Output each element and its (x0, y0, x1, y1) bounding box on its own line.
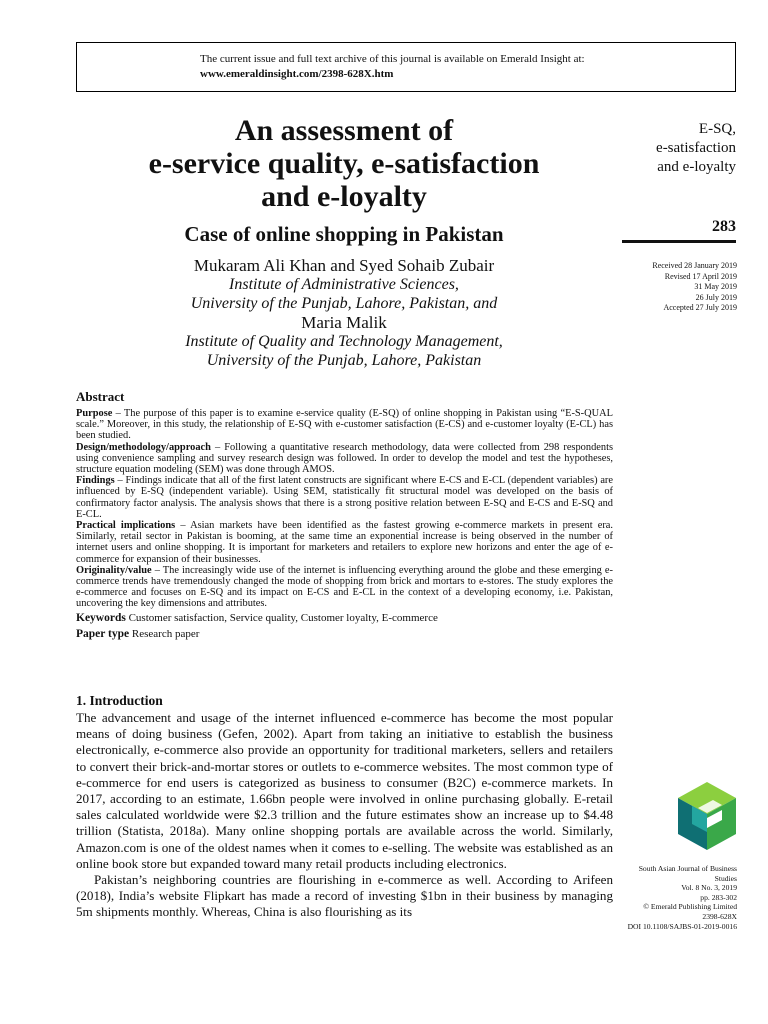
journal-name-line-2: Studies (714, 873, 737, 883)
affiliation-1-line-2: University of the Punjab, Lahore, Pakistan, and (190, 295, 498, 312)
emerald-journal-logo-icon (676, 780, 738, 852)
paper-subtitle: Case of online shopping in Pakistan (184, 222, 504, 246)
findings-text: – Findings indicate that all of the first latent constructs are significant where E-CS and E-CL (dependent variables) are influenced by E-SQ (independent variable). Using SEM, statistically fit structural model was developed on the basis of confirmatory factor analysis. The analysis shows that there is a strong positive relation between E-SQ and E-CS and E-SQ and E-CL. (76, 475, 613, 520)
paper-type-text: Research paper (129, 627, 200, 640)
introduction-heading: 1. Introduction (76, 693, 163, 708)
paper-type-label: Paper type (76, 627, 130, 640)
abstract-design (76, 442, 613, 476)
date-accepted: Accepted 27 July 2019 (663, 303, 737, 312)
title-line-3: and e-loyalty (261, 180, 427, 213)
introduction-section (76, 692, 613, 921)
journal-copyright: © Emerald Publishing Limited (643, 902, 737, 912)
author-names-1: Mukaram Ali Khan and Syed Sohaib Zubair (193, 256, 495, 275)
originality-label: Originality/value (76, 564, 152, 576)
practical-text: – Asian markets have been identified as the fastest growing e-commerce markets in present era. Similarly, retail sector in Pakistan is booming, at the same time an exponential increase is being observed in the number of internet users and online shopping. It is important for marketers and retailers to explore new horizons and enter the age of e-commerce for expansion of their businesses. (76, 520, 613, 565)
keywords (76, 611, 613, 626)
running-title (612, 120, 736, 177)
keywords-label: Keywords (76, 611, 126, 624)
design-text: – Following a quantitative research methodology, data were collected from 298 respondents using convenience sampling and survey research design was followed. In order to develop the model and test the hypotheses, structure equation modeling (SEM) was done through AMOS. (76, 441, 613, 476)
title-line-2: e-service quality, e-satisfaction (148, 147, 540, 180)
purpose-text: – The purpose of this paper is to examine e-service quality (E-SQ) of online shopping in Pakistan using “E-S-QUAL scale.” Moreover, in this study, the relationship of E-SQ with e-customer satisfaction (E-CS) and e-customer loyalty (E-CL) has been studied. (76, 408, 613, 442)
affiliation-2-line-2: University of the Punjab, Lahore, Pakistan (206, 352, 482, 369)
running-title-line-3: and e-loyalty (657, 159, 736, 175)
page-number-rule (622, 240, 736, 243)
purpose-label: Purpose (76, 408, 113, 419)
introduction-paragraph-2: Pakistan’s neighboring countries are flourishing in e-commerce as well. According to Arifeen (2018), India’s website Flipkart has made a record of investing $1bn in their business by managing 5m shipments monthly. Whereas, China is also flourishing as its (76, 872, 613, 920)
abstract-heading: Abstract (76, 389, 125, 404)
access-line: The current issue and full text archive of this journal is available on Emerald Insight at: (200, 53, 585, 65)
running-title-line-2: e-satisfaction (656, 140, 736, 156)
access-notice (200, 52, 720, 82)
affiliation-1-line-1: Institute of Administrative Sciences, (229, 276, 459, 293)
keywords-text: Customer satisfaction, Service quality, Customer loyalty, E-commerce (125, 611, 438, 624)
date-received: Received 28 January 2019 (652, 261, 737, 270)
running-title-line-1: E-SQ, (698, 121, 736, 137)
journal-name-line-1: South Asian Journal of Business (638, 864, 737, 873)
abstract-section (76, 388, 613, 642)
submission-dates (600, 261, 737, 314)
design-label: Design/methodology/approach (76, 441, 211, 453)
date-revised-1: Revised 17 April 2019 (664, 271, 737, 281)
findings-label: Findings (76, 475, 115, 487)
journal-url-link[interactable]: www.emeraldinsight.com/2398-628X.htm (200, 68, 394, 80)
paper-type (76, 627, 613, 642)
journal-doi: DOI 10.1108/SAJBS-01-2019-0016 (627, 921, 737, 931)
authors-block (76, 256, 612, 370)
journal-pages: pp. 283-302 (700, 892, 737, 902)
paper-title (76, 114, 612, 213)
journal-issn: 2398-628X (702, 911, 737, 921)
abstract-originality (76, 565, 613, 610)
date-revised-2: 31 May 2019 (694, 282, 737, 291)
journal-info (600, 864, 737, 931)
introduction-paragraph-1: The advancement and usage of the internet influenced e-commerce has become the most popular means of doing business (Gefen, 2002). Apart from taking an initiative to establish the business electronically, e-commerce also provide an opportunity for traditional marketers, sellers and retailers to convert their brick-and-mortar stores or outlets to e-commerce websites. The most common type of e-commerce for end users is categorized as business to consumer (B2C) e-commerce markets. In 2017, according to an estimate, 1.66bn people were involved in online purchasing globally. E-retail sales calculated worldwide were $2.3 trillion and the future estimates show an increase up to $4.48 trillion (Statista, 2018a). Many online shopping portals are available across the world. Similarly, Amazon.com is one of the oldest names when it comes to e-selling. The website was established as an online book store but expanded toward many retail products including electronics. (76, 710, 613, 871)
title-line-1: An assessment of (234, 114, 454, 147)
date-revised-3: 26 July 2019 (695, 292, 737, 302)
affiliation-2-line-1: Institute of Quality and Technology Management, (185, 333, 503, 350)
abstract-purpose (76, 408, 613, 442)
abstract-practical (76, 520, 613, 565)
page-number: 283 (712, 218, 736, 235)
author-names-2: Maria Malik (301, 313, 387, 332)
abstract-findings (76, 475, 613, 520)
originality-text: – The increasingly wide use of the internet is influencing everything around the globe and these emerging e-commerce trends have tremendously changed the mode of shopping from brick and mortars to e-stores. The study explores the e-commerce and focuses on E-SQ and its impact on E-CS and E-CL in the context of a developing economy, i.e. Pakistan, uncovering the key dimensions and attributes. (76, 564, 613, 610)
journal-volume: Vol. 8 No. 3, 2019 (681, 883, 737, 893)
practical-label: Practical implications (76, 520, 176, 532)
